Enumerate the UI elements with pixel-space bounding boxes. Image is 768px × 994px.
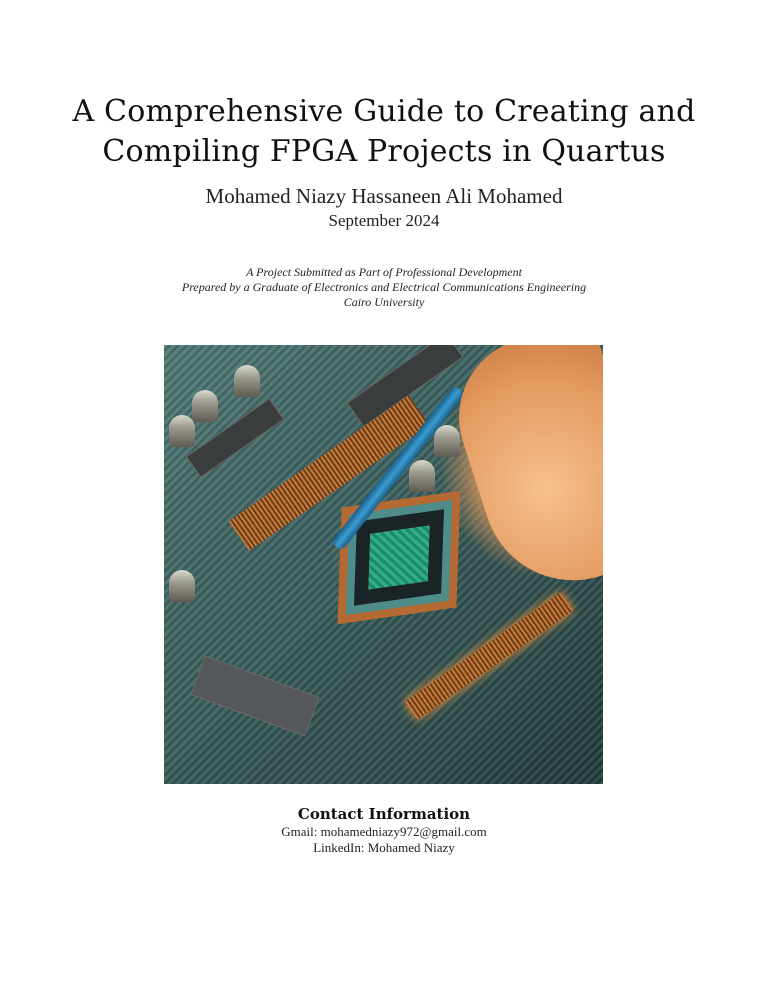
capacitor-shape xyxy=(409,460,435,492)
contact-linkedin: LinkedIn: Mohamed Niazy xyxy=(313,840,455,855)
hand-shape xyxy=(438,345,603,604)
capacitor-shape xyxy=(434,425,460,457)
capacitor-shape xyxy=(234,365,260,397)
connector-strip-shape xyxy=(405,592,573,719)
subtitle-line-3: Cairo University xyxy=(343,295,425,309)
contact-gmail: Gmail: mohamedniazy972@gmail.com xyxy=(281,824,487,839)
subtitle-line-1: A Project Submitted as Part of Professional Development xyxy=(246,265,522,279)
capacitor-shape xyxy=(169,570,195,602)
document-title xyxy=(0,92,768,172)
fpga-chip-shape xyxy=(368,525,429,589)
subtitle-line-2: Prepared by a Graduate of Electronics and Electrical Communications Engineering xyxy=(181,280,587,294)
title-line-1: A Comprehensive Guide to Creating and xyxy=(72,94,696,129)
cover-image xyxy=(164,345,603,784)
title-line-2: Compiling FPGA Projects in Quartus xyxy=(102,134,666,169)
capacitor-shape xyxy=(169,415,195,447)
capacitor-shape xyxy=(192,390,218,422)
ic-chip-shape xyxy=(190,655,319,736)
contact-heading: Contact Information xyxy=(297,805,471,823)
publication-date: September 2024 xyxy=(328,211,440,230)
author-name: Mohamed Niazy Hassaneen Ali Mohamed xyxy=(205,184,563,208)
